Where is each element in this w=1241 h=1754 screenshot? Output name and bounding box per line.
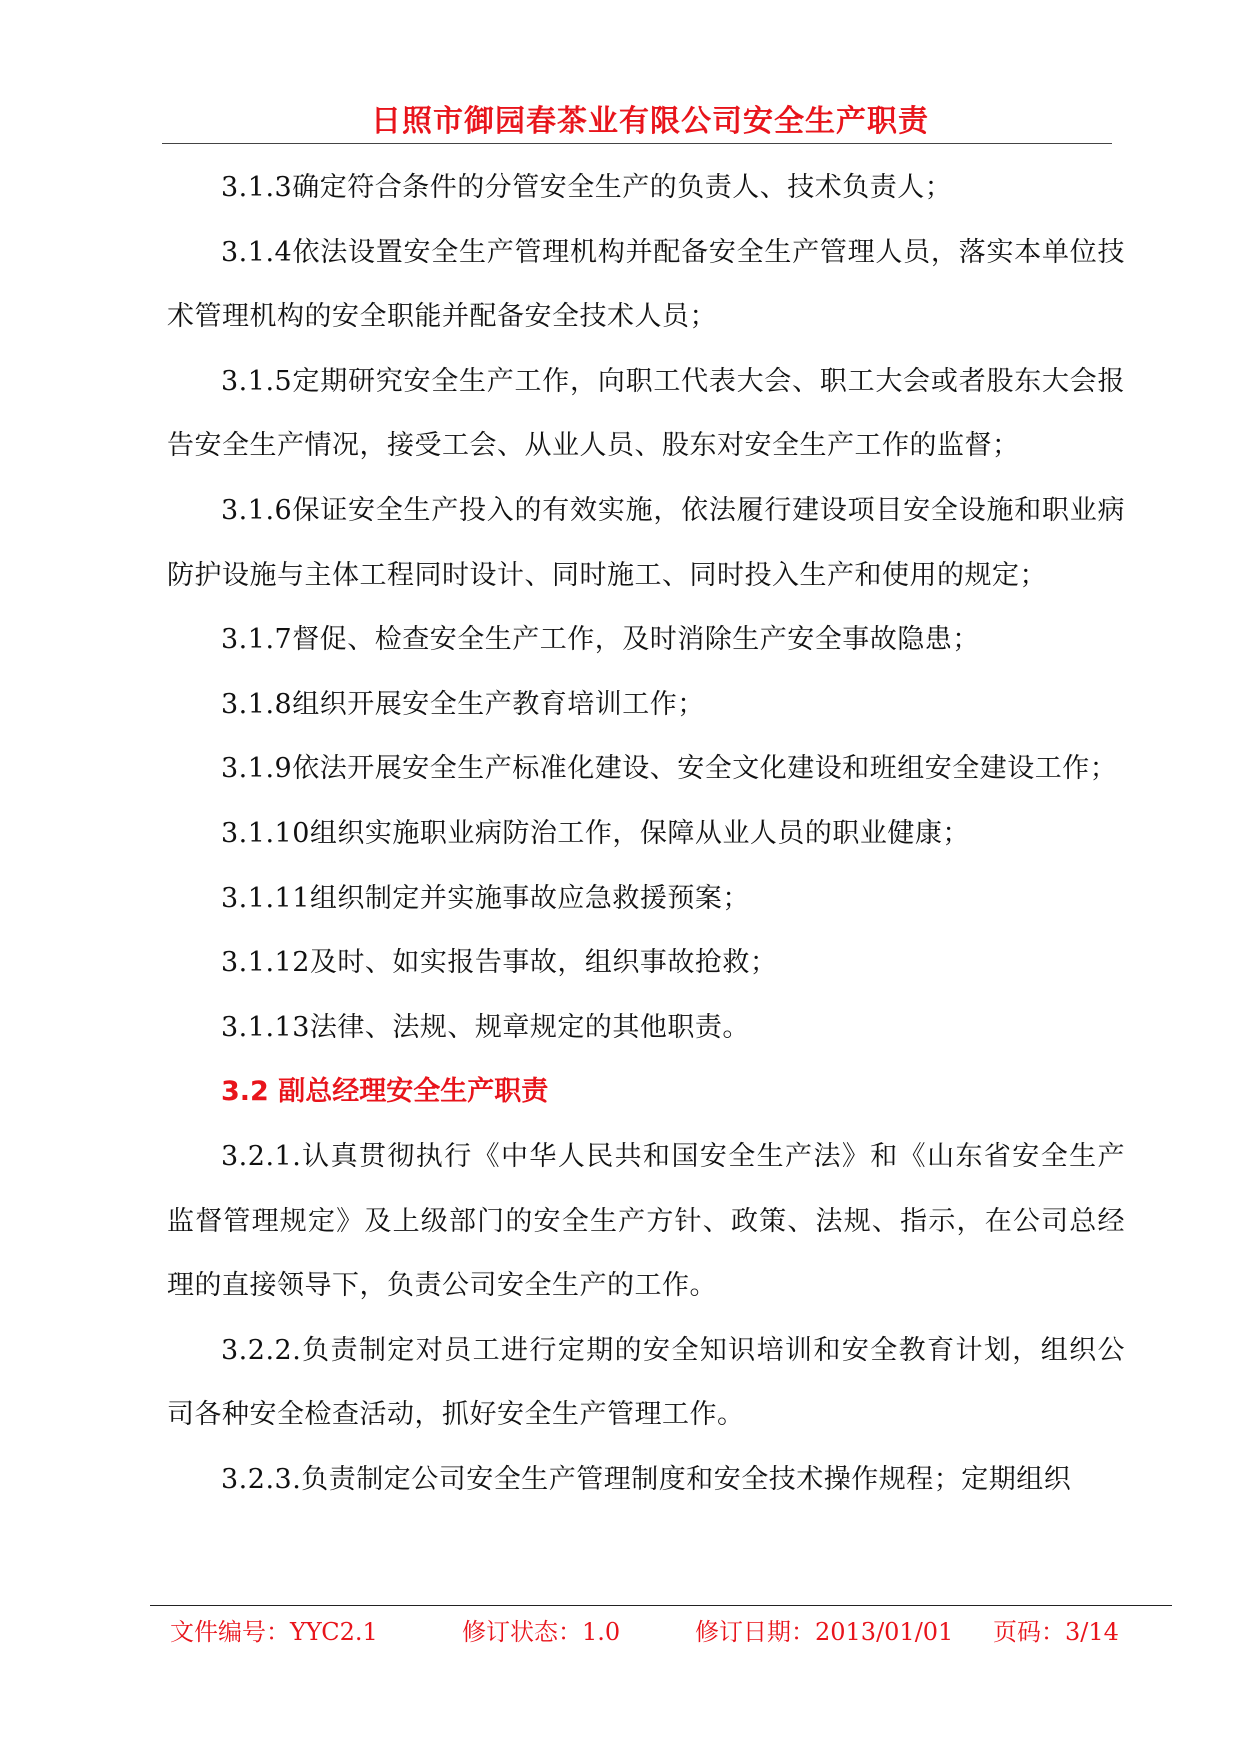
footer-revision-status: 修订状态：1.0 — [462, 1618, 621, 1646]
page-title: 日照市御园春茶业有限公司安全生产职责 — [371, 104, 929, 139]
header-divider — [162, 143, 1112, 144]
paragraph-3-2-1: 3.2.1.认真贯彻执行《中华人民共和国安全生产法》和《山东省安全生产监督管理规定》及上级部门的安全生产方针、政策、法规、指示，在公司总经理的直接领导下，负责公司安全生产的工作。 — [167, 1140, 1125, 1302]
paragraph-3-1-9: 3.1.9依法开展安全生产标准化建设、安全文化建设和班组安全建设工作； — [221, 753, 1118, 785]
paragraph-3-1-3: 3.1.3确定符合条件的分管安全生产的负责人、技术负责人； — [221, 172, 953, 203]
paragraph-3-1-12: 3.1.12及时、如实报告事故，组织事故抢救； — [221, 947, 778, 979]
paragraph-3-2-3: 3.2.3.负责制定公司安全生产管理制度和安全技术操作规程；定期组织 — [221, 1463, 1072, 1495]
paragraph-3-1-6: 3.1.6保证安全生产投入的有效实施，依法履行建设项目安全设施和职业病防护设施与主体工程同时设计、同时施工、同时投入生产和使用的规定； — [167, 494, 1125, 591]
footer-divider — [150, 1605, 1172, 1606]
paragraph-3-2-2: 3.2.2.负责制定对员工进行定期的安全知识培训和安全教育计划，组织公司各种安全检查活动，抓好安全生产管理工作。 — [167, 1334, 1125, 1431]
footer-page-number: 页码：3/14 — [993, 1618, 1119, 1646]
document-body — [167, 156, 1125, 1512]
paragraph-3-1-4: 3.1.4依法设置安全生产管理机构并配备安全生产管理人员，落实本单位技术管理机构的安全职能并配备安全技术人员； — [167, 236, 1125, 333]
paragraph-3-1-7: 3.1.7督促、检查安全生产工作，及时消除生产安全事故隐患； — [221, 624, 980, 656]
paragraph-3-1-10: 3.1.10组织实施职业病防治工作，保障从业人员的职业健康； — [221, 817, 970, 849]
section-heading-3-2: 3.2 副总经理安全生产职责 — [221, 1076, 549, 1108]
footer-revision-date: 修订日期：2013/01/01 — [695, 1618, 954, 1646]
paragraph-3-1-8: 3.1.8组织开展安全生产教育培训工作； — [221, 688, 705, 720]
paragraph-3-1-13: 3.1.13法律、法规、规章规定的其他职责。 — [221, 1011, 750, 1043]
paragraph-3-1-11: 3.1.11组织制定并实施事故应急救援预案； — [221, 882, 750, 914]
footer-doc-number: 文件编号：YYC2.1 — [170, 1618, 378, 1646]
paragraph-3-1-5: 3.1.5定期研究安全生产工作，向职工代表大会、职工大会或者股东大会报告安全生产情况，接受工会、从业人员、股东对安全生产工作的监督； — [167, 365, 1125, 462]
page-footer — [170, 1612, 1120, 1652]
